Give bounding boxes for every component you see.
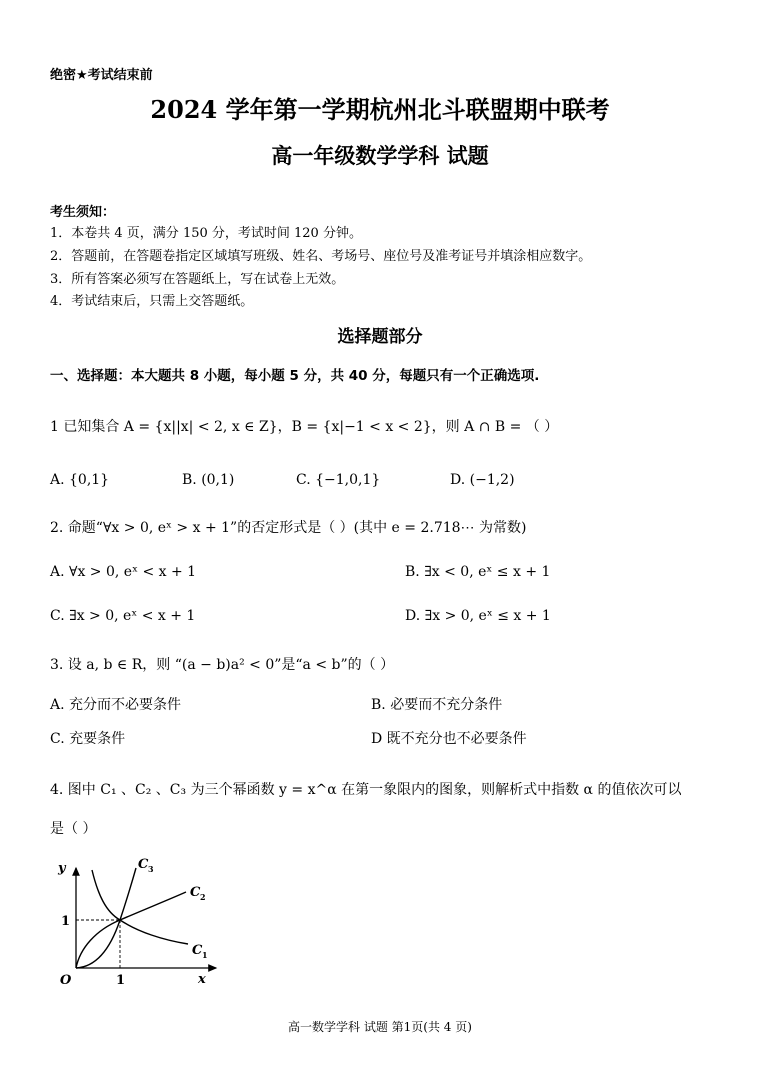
q2-option-c: C. ∃x > 0, eˣ < x + 1: [50, 608, 196, 624]
power-function-graph: [48, 850, 223, 990]
q1-option-b: B. (0,1): [182, 472, 235, 488]
curve-c3: [76, 868, 136, 968]
part-heading: 一、选择题：本大题共 8 小题，每小题 5 分，共 40 分，每题只有一个正确选项.: [50, 368, 540, 384]
q3-option-a: A. 充分而不必要条件: [50, 697, 182, 713]
section-title: 选择题部分: [337, 327, 423, 347]
q2-option-a: A. ∀x > 0, eˣ < x + 1: [50, 564, 197, 580]
question-2-stem: 2. 命题“∀x > 0, eˣ > x + 1”的否定形式是（ ）(其中 e = 2.718⋯ 为常数): [50, 520, 527, 536]
exam-subtitle: 高一年级数学学科 试题: [271, 143, 489, 168]
q1-option-a: A. {0,1}: [50, 472, 110, 488]
notice-item: 3．所有答案必须写在答题纸上，写在试卷上无效。: [50, 272, 345, 287]
x-axis-label: x: [198, 972, 206, 987]
q3-option-c: C. 充要条件: [50, 731, 126, 747]
question-1-stem: 1 已知集合 A = {x||x| < 2, x ∈ Z}，B = {x|−1 < x < 2}，则 A ∩ B = （ ）: [50, 419, 559, 435]
c1-subscript: 1: [202, 950, 208, 960]
exam-title: 2024 学年第一学期杭州北斗联盟期中联考: [150, 95, 610, 124]
question-4-stem-line1: 4. 图中 C₁ 、C₂ 、C₃ 为三个幂函数 y = x^α 在第一象限内的图象，则解析式中指数 α 的值依次可以: [50, 782, 682, 798]
curve-c2: [76, 892, 186, 968]
q3-option-d: D 既不充分也不必要条件: [371, 731, 527, 747]
curve-c1: [92, 870, 188, 944]
c1-label: C: [192, 943, 203, 958]
c3-label: C: [138, 857, 149, 872]
notice-item: 2．答题前，在答题卷指定区域填写班级、姓名、考场号、座位号及准考证号并填涂相应数字。: [50, 249, 592, 264]
y-axis-label: y: [58, 861, 66, 876]
c3-subscript: 3: [148, 864, 154, 874]
q1-option-d: D. (−1,2): [450, 472, 515, 488]
q3-option-b: B. 必要而不充分条件: [371, 697, 503, 713]
tick-y-1: 1: [61, 914, 71, 929]
page-footer: 高一数学学科 试题 第1页(共 4 页): [288, 1020, 472, 1034]
q1-option-c: C. {−1,0,1}: [296, 472, 381, 488]
q2-option-b: B. ∃x < 0, eˣ ≤ x + 1: [405, 564, 551, 580]
question-4-stem-line2: 是（ ）: [50, 821, 97, 837]
notice-heading: 考生须知：: [50, 205, 116, 220]
question-3-stem: 3. 设 a, b ∈ R，则 “(a − b)a² < 0”是“a < b”的（ ）: [50, 657, 395, 673]
secret-label: 绝密★考试结束前: [50, 68, 153, 83]
notice-item: 4．考试结束后，只需上交答题纸。: [50, 294, 254, 309]
c2-label: C: [190, 885, 201, 900]
notice-item: 1．本卷共 4 页，满分 150 分，考试时间 120 分钟。: [50, 226, 362, 241]
c2-subscript: 2: [200, 892, 206, 902]
tick-x-1: 1: [116, 973, 126, 988]
origin-label: O: [60, 973, 72, 988]
q2-option-d: D. ∃x > 0, eˣ ≤ x + 1: [405, 608, 551, 624]
